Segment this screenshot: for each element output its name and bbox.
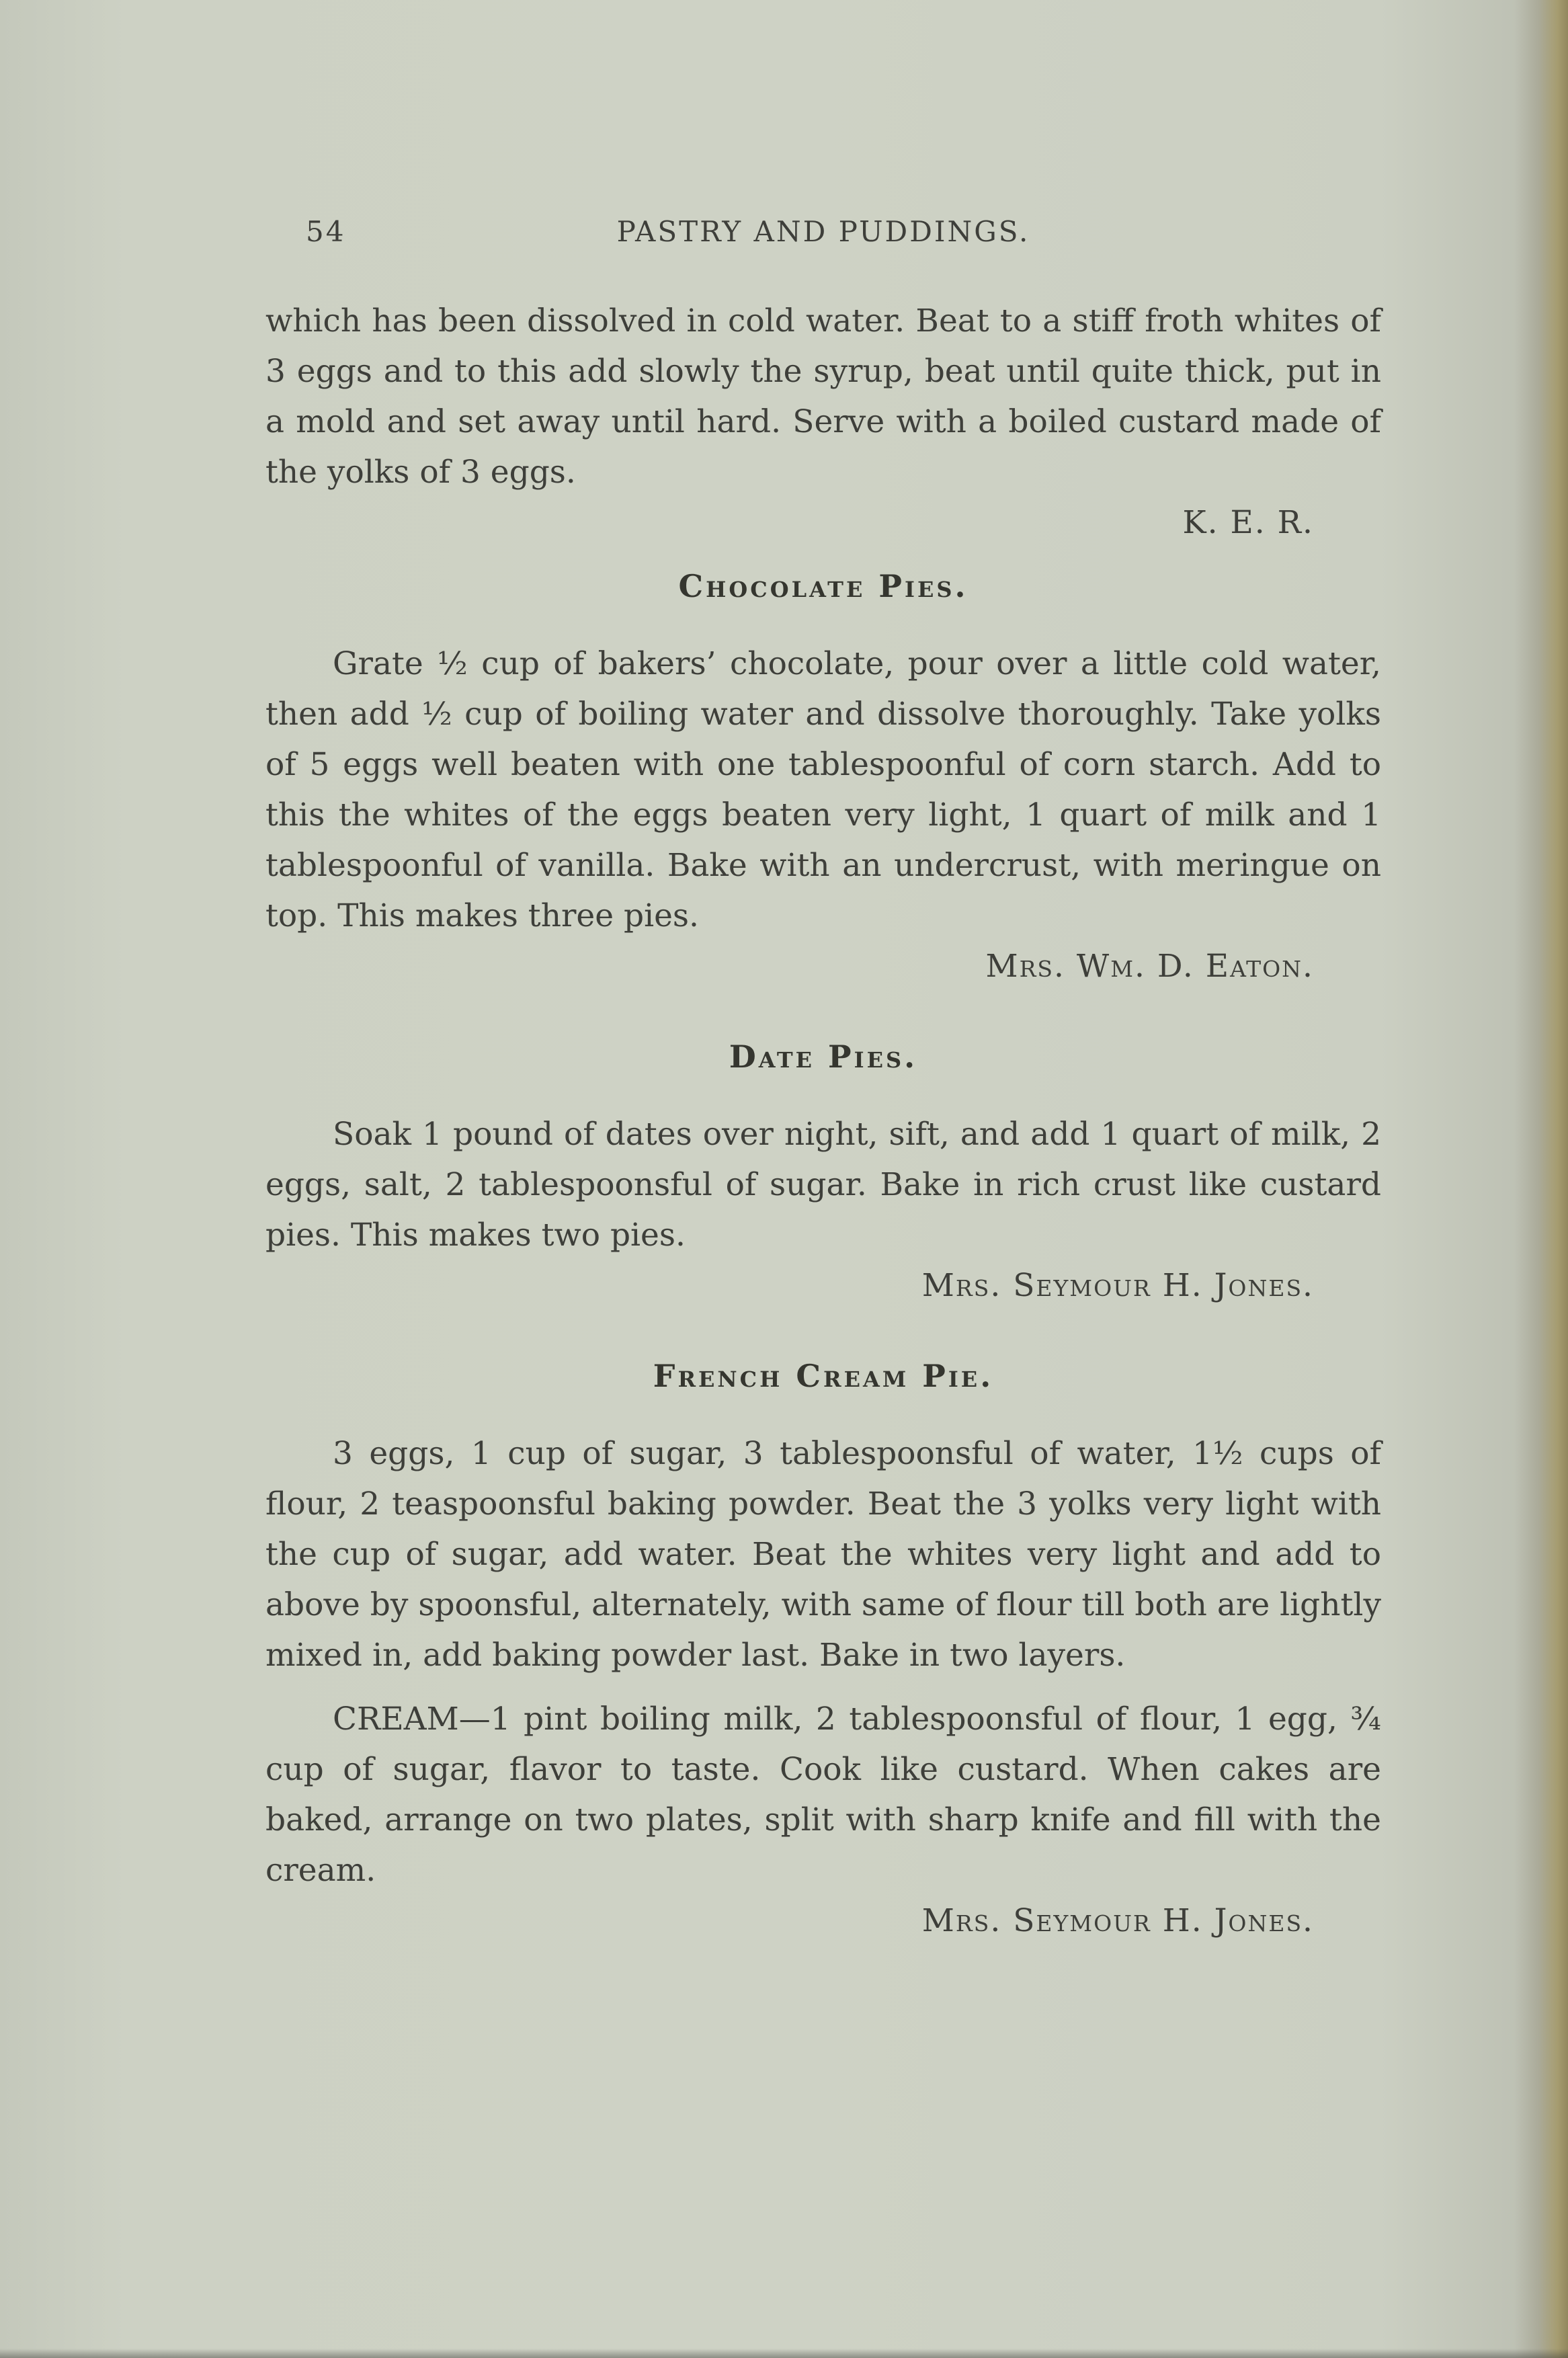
recipe-signature: Mrs. Wm. D. Eaton.	[985, 948, 1314, 985]
running-head	[306, 215, 1301, 255]
recipe-paragraph: CREAM—1 pint boiling milk, 2 tablespoonsful of flour, 1 egg, ¾ cup of sugar, flavor to taste. Cook like custard. When cakes are baked, arrange on two plates, split with sharp knife and fill with the cream.	[265, 1701, 1381, 1889]
recipe-signature: Mrs. Seymour H. Jones.	[921, 1267, 1314, 1304]
page-header-title: PASTRY AND PUDDINGS.	[616, 215, 1030, 248]
recipe-signature: Mrs. Seymour H. Jones.	[921, 1902, 1314, 1939]
binding-edge	[1514, 0, 1568, 2358]
page-bottom-edge	[0, 2349, 1568, 2358]
recipe-signature: K. E. R.	[1182, 504, 1314, 541]
recipe-title: French Cream Pie.	[653, 1358, 994, 1394]
page-body	[265, 296, 1381, 1946]
continuation-paragraph: which has been dissolved in cold water. Beat to a stiff froth whites of 3 eggs and to this add slowly the syrup, beat until quite thick, put in a mold and set away until hard. Serve with a boiled custard made of the yolks of 3 eggs.	[265, 302, 1381, 491]
recipe-paragraph: 3 eggs, 1 cup of sugar, 3 tablespoonsful of water, 1½ cups of flour, 2 teaspoonsful baking powder. Beat the 3 yolks very light with the cup of sugar, add water. Beat the whites very light and add to above by spoonsful, alternately, with same of flour till both are lightly mixed in, add baking powder last. Bake in two layers.	[265, 1435, 1381, 1674]
recipe-paragraph: Grate ½ cup of bakers’ chocolate, pour over a little cold water, then add ½ cup of boiling water and dissolve thoroughly. Take yolks of 5 eggs well beaten with one tablespoonful of corn starch. Add to this the whites of the eggs beaten very light, 1 quart of milk and 1 tablespoonful of vanilla. Bake with an undercrust, with meringue on top. This makes three pies.	[265, 645, 1381, 934]
recipe-title: Date Pies.	[729, 1039, 918, 1075]
recipe-title: Chocolate Pies.	[678, 568, 968, 604]
page-number: 54	[306, 215, 346, 248]
recipe-paragraph: Soak 1 pound of dates over night, sift, and add 1 quart of milk, 2 eggs, salt, 2 tablespoonsful of sugar. Bake in rich crust like custard pies. This makes two pies.	[265, 1116, 1381, 1254]
